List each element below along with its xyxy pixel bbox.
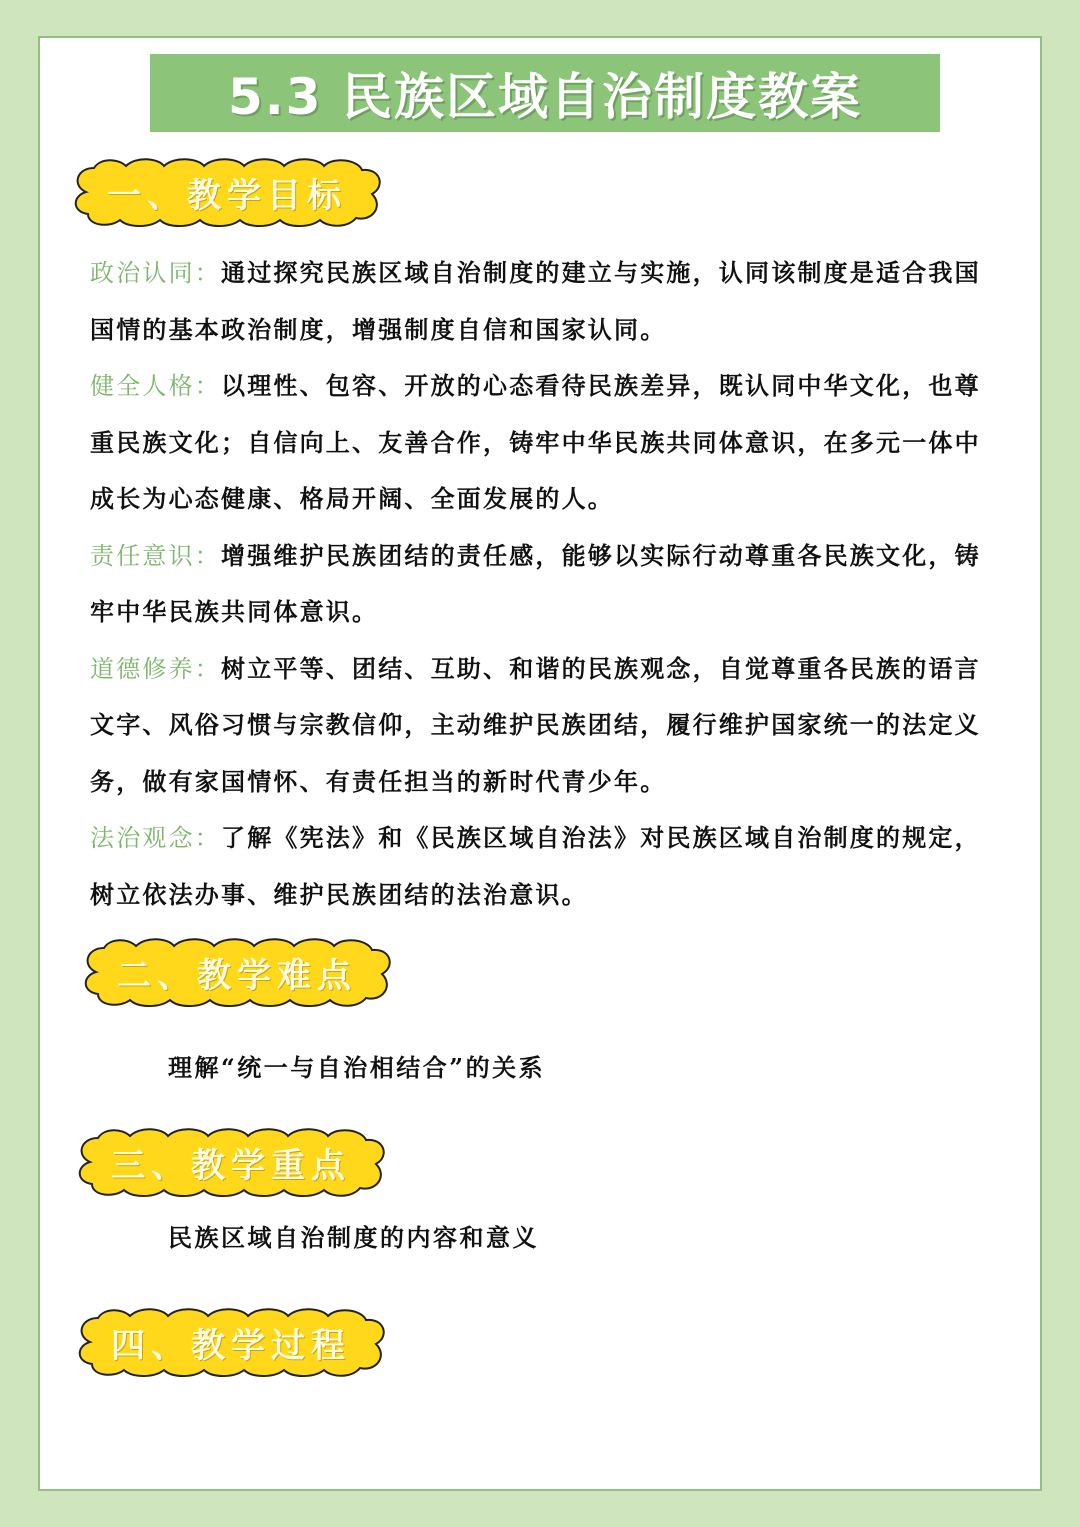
objectives-list <box>90 245 1000 923</box>
section-heading-process <box>70 1306 392 1378</box>
objective-label: 责任意识： <box>90 541 221 570</box>
objective-label: 健全人格： <box>90 372 221 400</box>
objective-rule-of-law <box>90 810 1000 923</box>
section-heading-difficulty <box>76 936 398 1008</box>
objective-text: 通过探究民族区域自治制度的建立与实施，认同该制度是适合我国国情的基本政治制度，增强制度自信和国家认同。 <box>90 258 981 344</box>
difficulty-text: 理解“统一与自治相结合”的关系 <box>168 1053 546 1082</box>
section-heading-label: 三、教学重点 <box>111 1145 351 1186</box>
objective-responsibility <box>90 528 1000 641</box>
section-heading-label: 一、教学目标 <box>107 175 347 216</box>
objective-label: 法治观念： <box>90 824 221 852</box>
objective-personality <box>90 358 1000 528</box>
document-page <box>38 36 1042 1491</box>
section-heading-objectives <box>66 156 388 228</box>
objective-text: 以理性、包容、开放的心态看待民族差异，既认同中华文化，也尊重民族文化；自信向上、友善合作，铸牢中华民族共同体意识，在多元一体中成长为心态健康、格局开阔、全面发展的人。 <box>90 371 981 513</box>
title-banner <box>150 54 940 132</box>
objective-political-identity <box>90 245 1000 358</box>
objective-text: 了解《宪法》和《民族区域自治法》对民族区域自治制度的规定，树立依法办事、维护民族团结的法治意识。 <box>90 823 981 909</box>
objective-label: 政治认同： <box>90 259 221 287</box>
objective-morality <box>90 641 1000 811</box>
objective-label: 道德修养： <box>90 654 221 683</box>
section-heading-label: 四、教学过程 <box>111 1325 351 1366</box>
objective-text: 增强维护民族团结的责任感，能够以实际行动尊重各民族文化，铸牢中华民族共同体意识。 <box>90 540 981 626</box>
focus-text: 民族区域自治制度的内容和意义 <box>168 1223 539 1252</box>
page-title: 5.3 民族区域自治制度教案 <box>228 68 862 126</box>
section-heading-focus <box>70 1126 392 1198</box>
objective-text: 树立平等、团结、互助、和谐的民族观念，自觉尊重各民族的语言文字、风俗习惯与宗教信仰，主动维护民族团结，履行维护国家统一的法定义务，做有家国情怀、有责任担当的新时代青少年。 <box>90 653 981 796</box>
section-heading-label: 二、教学难点 <box>117 955 357 996</box>
